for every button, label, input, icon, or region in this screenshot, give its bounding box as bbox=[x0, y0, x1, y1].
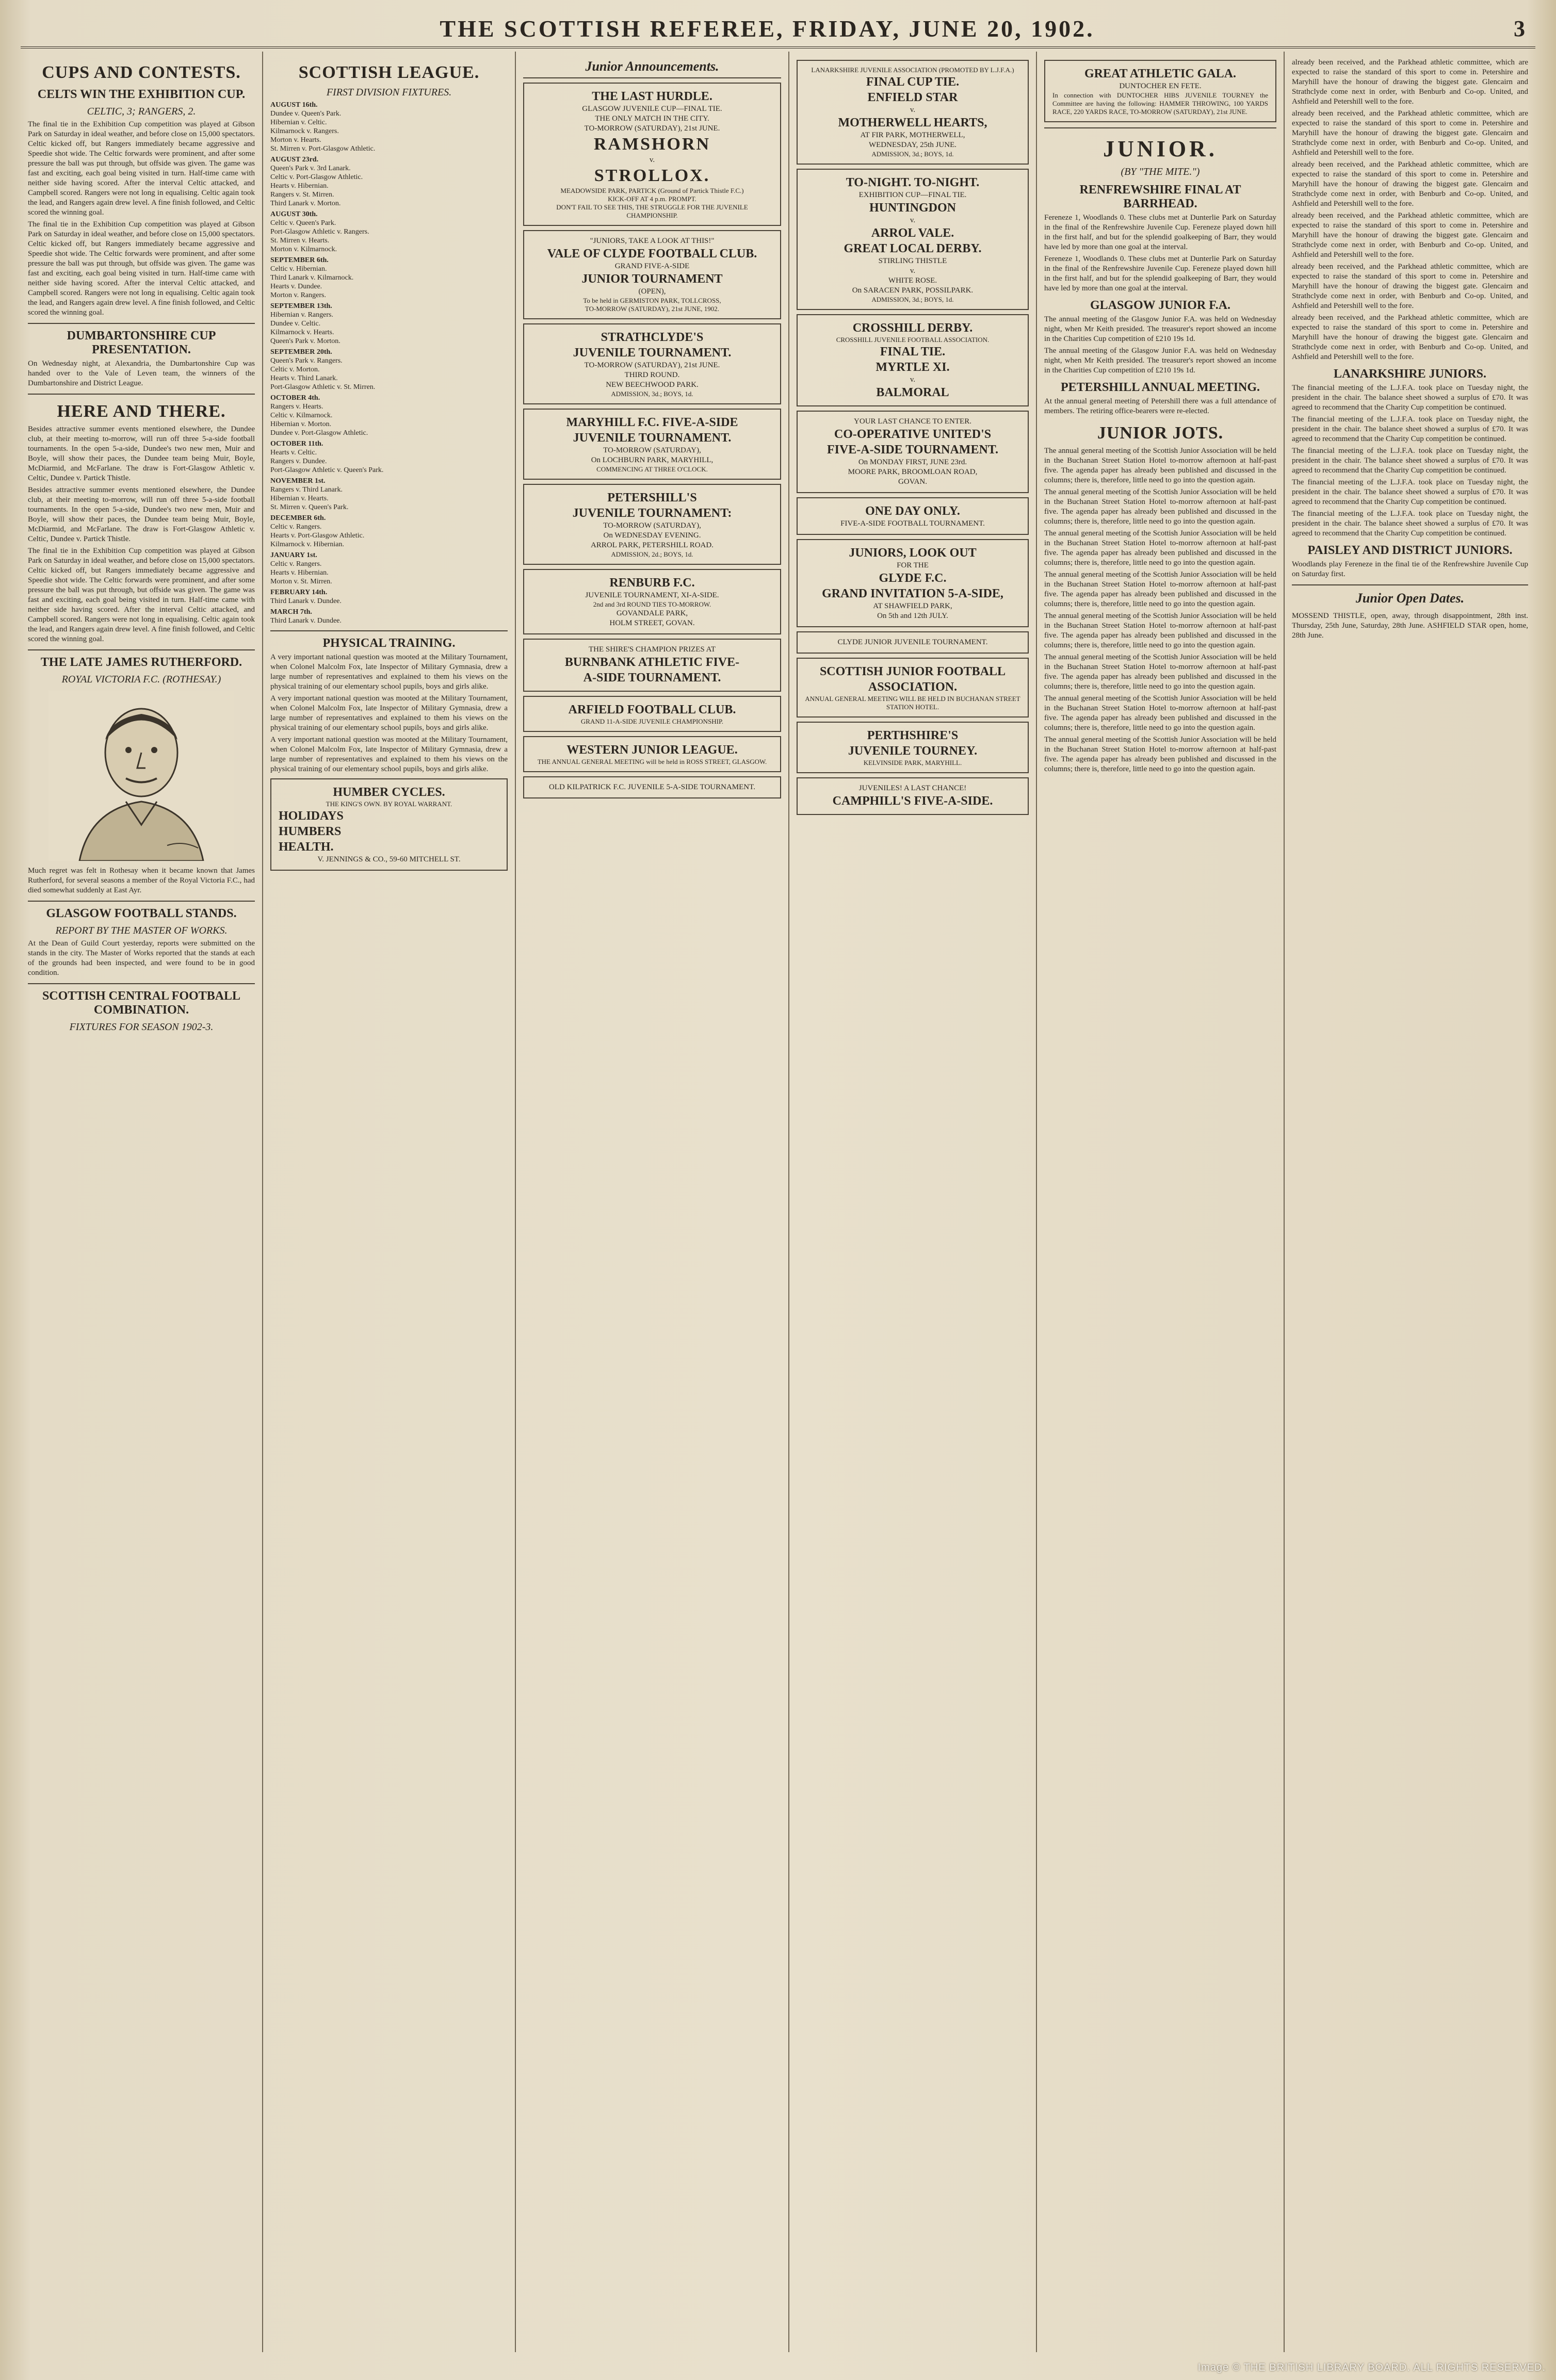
fixture-row: St. Mirren v. Queen's Park. bbox=[270, 503, 349, 511]
ad-line: JUVENILES! A LAST CHANCE! bbox=[858, 784, 967, 792]
fixture-row: Celtic v. Hibernian. bbox=[270, 265, 327, 273]
fixture-date: SEPTEMBER 20th. bbox=[270, 348, 332, 356]
ad-line: v. bbox=[649, 156, 655, 164]
fixture-row: Hearts v. Hibernian. bbox=[270, 182, 329, 190]
divider bbox=[28, 649, 255, 650]
burnbank-advert bbox=[523, 639, 781, 692]
fixture-row: Port-Glasgow Athletic v. St. Mirren. bbox=[270, 383, 376, 391]
ad-line: GRAND 11-A-SIDE JUVENILE CHAMPIONSHIP. bbox=[580, 718, 724, 725]
ad-line: FOR THE bbox=[897, 561, 929, 569]
scottish-junior-fa-advert bbox=[797, 658, 1029, 718]
maryhill-advert bbox=[523, 409, 781, 480]
ad-line: BURNBANK ATHLETIC FIVE- bbox=[564, 656, 740, 669]
humber-line-2: HUMBERS bbox=[279, 825, 342, 838]
divider bbox=[28, 983, 255, 984]
fixture-row: Celtic v. Rangers. bbox=[270, 560, 322, 568]
junior-jots-heading: JUNIOR JOTS. bbox=[1097, 423, 1224, 443]
perthshire-advert bbox=[797, 722, 1029, 773]
fixture-row: Dundee v. Celtic. bbox=[270, 320, 321, 328]
fixture-row: Third Lanark v. Kilmarnock. bbox=[270, 274, 354, 282]
continued-article-4: already been received, and the Parkhead athletic committee, which are expected to raise the standard of this sport to come in. Petershire and Maryhill have the honour of drawing the biggest gate. Glencairn and Strathclyde come next in order, with Benburb and Co-op. United, and Ashfield and Petershill well to the fore. bbox=[1292, 211, 1528, 259]
ad-line: THIRD ROUND. bbox=[624, 371, 680, 379]
ad-team-name: HUNTINGDON bbox=[869, 201, 956, 215]
fixture-date: SEPTEMBER 13th. bbox=[270, 302, 332, 310]
fixture-row: Morton v. St. Mirren. bbox=[270, 578, 332, 585]
fixture-date: AUGUST 16th. bbox=[270, 101, 318, 109]
ad-line: THE LAST HURDLE. bbox=[592, 90, 712, 103]
vale-of-clyde-advert bbox=[523, 230, 781, 319]
fixture-row: Morton v. Rangers. bbox=[270, 291, 326, 299]
junior-announcements-heading: Junior Announcements. bbox=[523, 56, 781, 78]
divider bbox=[28, 394, 255, 395]
ad-line: THE SHIRE'S CHAMPION PRIZES AT bbox=[588, 645, 716, 654]
ad-line: THE ANNUAL GENERAL MEETING will be held in ROSS STREET, GLASGOW. bbox=[537, 758, 767, 765]
rutherford-article: Much regret was felt in Rothesay when it became known that James Rutherford, for several seasons a member of the Royal Victoria F.C., had died somewhat suddenly at East Ayr. bbox=[28, 867, 255, 894]
renfrewshire-headline: RENFREWSHIRE FINAL AT BARRHEAD. bbox=[1079, 183, 1241, 210]
fixture-row: Hearts v. Celtic. bbox=[270, 449, 317, 457]
humber-line-1: HOLIDAYS bbox=[279, 809, 344, 823]
lanarkshire-juniors-article-5: The financial meeting of the L.J.F.A. took place on Tuesday night, the president in the chair. The balance sheet showed a surplus of £70. It was agreed to recommend that the Charity Cup competition be continued. bbox=[1292, 510, 1528, 537]
ramshorn-strollox-advert bbox=[523, 83, 781, 226]
fixture-row: Third Lanark v. Dundee. bbox=[270, 597, 342, 605]
fixture-row: Kilmarnock v. Hibernian. bbox=[270, 541, 344, 548]
ad-line: WESTERN JUNIOR LEAGUE. bbox=[566, 743, 738, 757]
fixture-row: Celtic v. Kilmarnock. bbox=[270, 412, 333, 419]
clyde-junior-advert bbox=[797, 631, 1029, 654]
junior-jots-article-cont: The annual general meeting of the Scottish Junior Association will be held in the Buchanan Street Station Hotel to-morrow afternoon at half-past five. The agenda paper has already been published and discussed in the columns; there is, therefore, little need to go into the question again. bbox=[1044, 488, 1276, 526]
fixture-row: Celtic v. Port-Glasgow Athletic. bbox=[270, 173, 363, 181]
fixture-row: Port-Glasgow Athletic v. Queen's Park. bbox=[270, 466, 384, 474]
ad-line: On MONDAY FIRST, JUNE 23rd. bbox=[858, 458, 967, 466]
divider bbox=[28, 323, 255, 324]
fixture-row: Third Lanark v. Morton. bbox=[270, 200, 341, 207]
ad-line: ONE DAY ONLY. bbox=[865, 504, 960, 518]
league-fixtures-list bbox=[270, 101, 508, 625]
ad-line: ANNUAL GENERAL MEETING WILL BE HELD IN BUCHANAN STREET STATION HOTEL. bbox=[805, 695, 1020, 711]
junior-jots-article-cont7: The annual general meeting of the Scottish Junior Association will be held in the Buchanan Street Station Hotel to-morrow afternoon at half-past five. The agenda paper has already been published and discussed in the columns; there is, therefore, little need to go into the question again. bbox=[1044, 736, 1276, 773]
fixture-date: FEBRUARY 14th. bbox=[270, 589, 328, 596]
fixture-date: MARCH 7th. bbox=[270, 608, 312, 616]
cups-heading: CUPS AND CONTESTS. bbox=[42, 63, 241, 82]
ad-line: ADMISSION, 3d.; BOYS, 1d. bbox=[871, 296, 954, 303]
lanarkshire-juniors-article: The financial meeting of the L.J.F.A. took place on Tuesday night, the president in the chair. The balance sheet showed a surplus of £70. It was agreed to recommend that the Charity Cup competition be continued. bbox=[1292, 384, 1528, 412]
continued-article: already been received, and the Parkhead athletic committee, which are expected to raise the standard of this sport to come in. Petershire and Maryhill have the honour of drawing the biggest gate. Glencairn and Strathclyde come next in order, with Benburb and Co-op. United, and Ashfield and Petershill well to the fore. bbox=[1292, 58, 1528, 106]
old-kilpatrick-advert bbox=[523, 776, 781, 798]
ad-line: TO-MORROW (SATURDAY), 21st JUNE, 1902. bbox=[585, 305, 720, 313]
ad-line: ADMISSION, 3d.; BOYS, 1d. bbox=[871, 150, 954, 158]
junior-open-dates-text: MOSSEND THISTLE, open, away, through disappointment, 28th inst. Thursday, 25th June, Saturday, 28th June. ASHFIELD STAR open, home, 28th June. bbox=[1292, 612, 1528, 640]
ad-line: JUVENILE TOURNAMENT, XI-A-SIDE. bbox=[585, 591, 719, 599]
humber-footer: V. JENNINGS & CO., 59-60 MITCHELL ST. bbox=[317, 855, 461, 863]
divider bbox=[1292, 584, 1528, 585]
rutherford-headline: THE LATE JAMES RUTHERFORD. bbox=[40, 656, 242, 669]
ad-line: TO-NIGHT. TO-NIGHT. bbox=[846, 176, 980, 189]
ad-line: (OPEN), bbox=[638, 287, 666, 296]
junior-open-dates-heading: Junior Open Dates. bbox=[1355, 591, 1465, 606]
gjfa-article-cont: The annual meeting of the Glasgow Junior F.A. was held on Wednesday night, when Mr Keith presided. The treasurer's report showed an income in the Charities Cup competition of £210 19s 1d. bbox=[1044, 347, 1276, 374]
ad-line: COMMENCING AT THREE O'CLOCK. bbox=[596, 465, 708, 473]
ad-line: A-SIDE TOURNAMENT. bbox=[583, 671, 721, 684]
ad-line: AT SHAWFIELD PARK, bbox=[873, 602, 952, 610]
ad-team-name: MYRTLE XI. bbox=[876, 361, 950, 374]
ad-line: GREAT ATHLETIC GALA. bbox=[1084, 67, 1237, 80]
ad-team-name: STROLLOX. bbox=[594, 166, 710, 185]
co-operative-united-advert bbox=[797, 411, 1029, 493]
page-number: 3 bbox=[1514, 15, 1525, 41]
ad-line: ASSOCIATION. bbox=[868, 680, 958, 694]
ad-team-name: WHITE ROSE. bbox=[888, 276, 937, 285]
copyright-watermark: Image © THE BRITISH LIBRARY BOARD. ALL RIGHTS RESERVED. bbox=[1197, 2362, 1546, 2373]
arfield-advert bbox=[523, 696, 781, 732]
one-day-only-advert bbox=[797, 497, 1029, 535]
junior-jots-article-cont5: The annual general meeting of the Scottish Junior Association will be held in the Buchanan Street Station Hotel to-morrow afternoon at half-past five. The agenda paper has already been published and discussed in the columns; there is, therefore, little need to go into the question again. bbox=[1044, 653, 1276, 691]
ad-line: JUVENILE TOURNEY. bbox=[848, 744, 978, 758]
ad-line: GREAT LOCAL DERBY. bbox=[844, 242, 982, 255]
stands-article: At the Dean of Guild Court yesterday, reports were submitted on the stands in the city. The Master of Works reported that the stands at each of the grounds had been inspected, and were found to be in good condition. bbox=[28, 939, 255, 977]
continued-article-2: already been received, and the Parkhead athletic committee, which are expected to raise the standard of this sport to come in. Petershire and Maryhill have the honour of drawing the biggest gate. Glencairn and Strathclyde come next in order, with Benburb and Co-op. United, and Ashfield and Petershill well to the fore. bbox=[1292, 109, 1528, 157]
fixture-row: Celtic v. Rangers. bbox=[270, 523, 322, 531]
continued-article-5: already been received, and the Parkhead athletic committee, which are expected to raise the standard of this sport to come in. Petershire and Maryhill have the honour of drawing the biggest gate. Glencairn and Strathclyde come next in order, with Benburb and Co-op. United, and Ashfield and Petershill well to the fore. bbox=[1292, 263, 1528, 310]
gjfa-article: The annual meeting of the Glasgow Junior F.A. was held on Wednesday night, when Mr Keith presided. The treasurer's report showed an income in the Charities Cup competition of £210 19s 1d. bbox=[1044, 315, 1276, 343]
fixture-date: AUGUST 30th. bbox=[270, 210, 318, 218]
ad-line: FINAL CUP TIE. bbox=[866, 75, 960, 89]
ad-team-name: ARROL VALE. bbox=[871, 226, 954, 240]
strathclyde-advert bbox=[523, 323, 781, 404]
rutherford-portrait-illustration bbox=[48, 691, 234, 861]
fixture-row: Hibernian v. Rangers. bbox=[270, 311, 333, 319]
fixture-date: NOVEMBER 1st. bbox=[270, 477, 326, 485]
ad-line: GLYDE F.C. bbox=[879, 572, 947, 585]
scottish-league-heading: SCOTTISH LEAGUE. bbox=[298, 63, 480, 82]
column-6 bbox=[1285, 52, 1535, 2352]
here-and-there-article-cont2: The final tie in the Exhibition Cup competition was played at Gibson Park on Saturday in ideal weather, and before close on 15,000 spectators. Celtic kicked off, but Rangers immediately became aggressive and Speedie shot wide. The Celtic forwards were prominent, and after some pressure the ball was put through, but offside was given. The game was fast and exciting, each goal being visited in turn. Half-time came with neither side having scored. After the interval Celtic attacked, and Campbell scored. Rangers were not long in equalising. Celtic again took the lead, and Rangers again drew level. A fine finish followed, and Celtic scored the winning goal. bbox=[28, 547, 255, 643]
fixture-date: OCTOBER 11th. bbox=[270, 440, 323, 448]
fixture-row: Hearts v. Hibernian. bbox=[270, 569, 329, 577]
fixture-row: Port-Glasgow Athletic v. Rangers. bbox=[270, 228, 369, 236]
ad-line: SCOTTISH JUNIOR FOOTBALL bbox=[819, 665, 1006, 678]
ad-line: JUNIOR TOURNAMENT bbox=[581, 272, 723, 286]
junior-jots-article-cont6: The annual general meeting of the Scottish Junior Association will be held in the Buchanan Street Station Hotel to-morrow afternoon at half-past five. The agenda paper has already been published and discussed in the columns; there is, therefore, little need to go into the question again. bbox=[1044, 694, 1276, 732]
column-5 bbox=[1037, 52, 1285, 2352]
ad-line: JUVENILE TOURNAMENT. bbox=[573, 346, 732, 360]
fixture-row: Third Lanark v. Dundee. bbox=[270, 617, 342, 625]
ad-line: YOUR LAST CHANCE TO ENTER. bbox=[854, 417, 971, 426]
ad-line: ARROL PARK, PETERSHILL ROAD. bbox=[591, 541, 714, 549]
ad-line: JUVENILE TOURNAMENT. bbox=[573, 431, 732, 445]
ad-line: v. bbox=[910, 216, 916, 224]
ad-team-name: BALMORAL bbox=[876, 386, 949, 399]
western-junior-league-advert bbox=[523, 736, 781, 772]
ad-line: LANARKSHIRE JUVENILE ASSOCIATION (PROMOTED BY L.J.F.A.) bbox=[811, 66, 1014, 74]
fixture-date: JANUARY 1st. bbox=[270, 551, 317, 559]
ad-line: DON'T FAIL TO SEE THIS, THE STRUGGLE FOR THE JUVENILE CHAMPIONSHIP. bbox=[556, 203, 748, 219]
fixture-row: Hearts v. Dundee. bbox=[270, 283, 322, 290]
petershill-meeting-headline: PETERSHILL ANNUAL MEETING. bbox=[1060, 381, 1260, 394]
ad-line: v. bbox=[910, 376, 916, 384]
lanarkshire-juniors-article-2: The financial meeting of the L.J.F.A. took place on Tuesday night, the president in the chair. The balance sheet showed a surplus of £70. It was agreed to recommend that the Charity Cup competition be continued. bbox=[1292, 415, 1528, 443]
junior-jots-article-cont4: The annual general meeting of the Scottish Junior Association will be held in the Buchanan Street Station Hotel to-morrow afternoon at half-past five. The agenda paper has already been published and discussed in the columns; there is, therefore, little need to go into the question again. bbox=[1044, 612, 1276, 649]
renfrewshire-article: Fereneze 1, Woodlands 0. These clubs met at Dunterlie Park on Saturday in the final of the Renfrewshire Juvenile Cup. Fereneze played down hill in the first half, and but for the splendid goalkeeping of Barr, they would have led by more than one goal at the interval. bbox=[1044, 214, 1276, 251]
ad-line: MOORE PARK, BROOMLOAN ROAD, bbox=[848, 468, 978, 476]
junior-jots-article-cont3: The annual general meeting of the Scottish Junior Association will be held in the Buchanan Street Station Hotel to-morrow afternoon at half-past five. The agenda paper has already been published and discussed in the columns; there is, therefore, little need to go into the question again. bbox=[1044, 570, 1276, 608]
divider bbox=[28, 901, 255, 902]
column-3 bbox=[516, 52, 789, 2352]
crosshill-derby-advert bbox=[797, 314, 1029, 406]
to-night-advert bbox=[797, 169, 1029, 310]
column-4 bbox=[789, 52, 1037, 2352]
lanarkshire-juniors-article-4: The financial meeting of the L.J.F.A. took place on Tuesday night, the president in the chair. The balance sheet showed a surplus of £70. It was agreed to recommend that the Charity Cup competition be continued. bbox=[1292, 478, 1528, 506]
fixture-row: Hibernian v. Morton. bbox=[270, 420, 332, 428]
ad-line: CROSSHILL DERBY. bbox=[852, 321, 973, 335]
junior-jots-article: The annual general meeting of the Scottish Junior Association will be held in the Buchanan Street Station Hotel to-morrow afternoon at half-past five. The agenda paper has already been published and discussed in the columns; there is, therefore, little need to go into the question again. bbox=[1044, 447, 1276, 484]
ad-line: TO-MORROW (SATURDAY), bbox=[603, 446, 701, 454]
physical-training-article-cont2: A very important national question was mooted at the Military Tournament, when Colonel Malcolm Fox, late Inspector of Military Gymnasia, drew a large number of representatives and explained to them his views on the physical training of our elementary school pupils, boys and girls alike. bbox=[270, 736, 508, 773]
columns-container bbox=[21, 52, 1535, 2357]
ad-line: GOVANDALE PARK, bbox=[616, 609, 688, 617]
fixture-row: Celtic v. Queen's Park. bbox=[270, 219, 336, 227]
masthead bbox=[21, 10, 1535, 48]
ad-line: On SARACEN PARK, POSSILPARK. bbox=[852, 286, 974, 295]
fixture-row: Hibernian v. Hearts. bbox=[270, 495, 329, 502]
ad-line: 2nd and 3rd ROUND TIES TO-MORROW. bbox=[593, 600, 711, 608]
ad-line: To be held in GERMISTON PARK, TOLLCROSS, bbox=[583, 297, 721, 304]
physical-training-article-cont: A very important national question was mooted at the Military Tournament, when Colonel Malcolm Fox, late Inspector of Military Gymnasia, drew a large number of representatives and explained to them his views on the physical training of our elementary school pupils, boys and girls alike. bbox=[270, 694, 508, 732]
ad-line: KICK-OFF AT 4 p.m. PROMPT. bbox=[608, 195, 696, 203]
ad-line: ARFIELD FOOTBALL CLUB. bbox=[568, 703, 736, 716]
ad-line: AT FIR PARK, MOTHERWELL, bbox=[860, 131, 965, 139]
physical-training-headline: PHYSICAL TRAINING. bbox=[322, 637, 456, 650]
celts-article: The final tie in the Exhibition Cup competition was played at Gibson Park on Saturday in ideal weather, and before close on 15,000 spectators. Celtic kicked off, but Rangers immediately became aggressive and Speedie shot wide. The Celtic forwards were prominent, and after some pressure the ball was put through, but offside was given. The game was fast and exciting, each goal being visited in turn. Half-time came with neither side having scored. After the interval Celtic attacked, and Campbell scored. Rangers were not long in equalising. Celtic again took the lead, and Rangers again drew level. A fine finish followed, and Celtic scored the winning goal. bbox=[28, 120, 255, 217]
petershill-meeting-article: At the annual general meeting of Petershill there was a full attendance of members. The retiring office-bearers were re-elected. bbox=[1044, 397, 1276, 415]
glyde-fc-advert bbox=[797, 539, 1029, 627]
petershill-advert bbox=[523, 484, 781, 565]
column-2 bbox=[263, 52, 516, 2352]
fixture-date: AUGUST 23rd. bbox=[270, 156, 319, 164]
fixture-date: SEPTEMBER 6th. bbox=[270, 256, 329, 264]
renfrewshire-article-cont: Fereneze 1, Woodlands 0. These clubs met at Dunterlie Park on Saturday in the final of the Renfrewshire Juvenile Cup. Fereneze played down hill in the first half, and but for the splendid goalkeeping of Barr, they would have led by more than one goal at the interval. bbox=[1044, 255, 1276, 292]
here-and-there-heading: HERE AND THERE. bbox=[57, 402, 226, 421]
here-and-there-article-cont: Besides attractive summer events mentioned elsewhere, the Dundee club, at their meeting to-morrow, will run off three 5-a-side football tournaments. In the open 5-a-side, Dundee's two new men, Muir and Boyle, will show their paces, the Dundee team being Muir, Boyle, McDiarmid, and McFarlane. The draw is Fort-Glasgow Athletic v. Celtic, Dundee v. Partick Thistle. bbox=[28, 486, 255, 543]
fixture-row: Rangers v. Hearts. bbox=[270, 403, 323, 411]
fixture-date: OCTOBER 4th. bbox=[270, 394, 320, 402]
ad-line: VALE OF CLYDE FOOTBALL CLUB. bbox=[547, 247, 757, 260]
ad-line: GRAND FIVE-A-SIDE bbox=[614, 262, 690, 270]
lanarkshire-juniors-headline: LANARKSHIRE JUNIORS. bbox=[1333, 367, 1487, 381]
ad-line: TO-MORROW (SATURDAY), 21st JUNE. bbox=[584, 124, 720, 133]
ad-line: v. bbox=[910, 267, 916, 275]
humber-subtitle: THE KING'S OWN. BY ROYAL WARRANT. bbox=[326, 800, 452, 808]
physical-training-article: A very important national question was mooted at the Military Tournament, when Colonel Malcolm Fox, late Inspector of Military Gymnasia, drew a large number of representatives and explained to them his views on the physical training of our elementary school pupils, boys and girls alike. bbox=[270, 653, 508, 691]
ad-line: OLD KILPATRICK F.C. JUVENILE 5-A-SIDE TOURNAMENT. bbox=[549, 783, 755, 791]
central-combination-headline: SCOTTISH CENTRAL FOOTBALL COMBINATION. bbox=[42, 989, 241, 1017]
ad-line: In connection with DUNTOCHER HIBS JUVENILE TOURNEY the Committee are having the following: HAMMER THROWING, 100 YARDS RACE, 220 YARDS RACE, TO-MORROW (SATURDAY), 21st JUNE. bbox=[1052, 91, 1268, 116]
continued-article-3: already been received, and the Parkhead athletic committee, which are expected to raise the standard of this sport to come in. Petershire and Maryhill have the honour of drawing the biggest gate. Glencairn and Strathclyde come next in order, with Benburb and Co-op. United, and Ashfield and Petershill well to the fore. bbox=[1292, 160, 1528, 208]
junior-jots-article-cont2: The annual general meeting of the Scottish Junior Association will be held in the Buchanan Street Station Hotel to-morrow afternoon at half-past five. The agenda paper has already been published and discussed in the columns; there is, therefore, little need to go into the question again. bbox=[1044, 529, 1276, 567]
ad-line: On 5th and 12th JULY. bbox=[877, 612, 948, 620]
fixture-row: Hibernian v. Celtic. bbox=[270, 119, 327, 126]
fixture-row: Kilmarnock v. Hearts. bbox=[270, 329, 334, 336]
ad-line: CROSSHILL JUVENILE FOOTBALL ASSOCIATION. bbox=[836, 336, 990, 344]
central-fixtures-subheadline: FIXTURES FOR SEASON 1902-3. bbox=[69, 1021, 214, 1033]
fixture-row: Hearts v. Port-Glasgow Athletic. bbox=[270, 532, 365, 540]
ad-line: STRATHCLYDE'S bbox=[601, 331, 704, 344]
ad-line: TO-MORROW (SATURDAY), 21st JUNE. bbox=[584, 361, 720, 369]
celts-score: CELTIC, 3; RANGERS, 2. bbox=[87, 106, 196, 117]
ad-line: FIVE-A-SIDE FOOTBALL TOURNAMENT. bbox=[840, 519, 985, 528]
ad-line: ADMISSION, 2d.; BOYS, 1d. bbox=[611, 550, 693, 558]
fixture-row: Queen's Park v. 3rd Lanark. bbox=[270, 165, 351, 172]
fixture-row: Dundee v. Port-Glasgow Athletic. bbox=[270, 429, 368, 437]
ad-line: HOLM STREET, GOVAN. bbox=[609, 619, 695, 627]
fixture-row: Morton v. Kilmarnock. bbox=[270, 246, 337, 253]
ad-team-name: STIRLING THISTLE bbox=[878, 257, 947, 265]
stands-headline: GLASGOW FOOTBALL STANDS. bbox=[46, 907, 237, 920]
fixture-row: Queen's Park v. Morton. bbox=[270, 337, 341, 345]
ad-line: GLASGOW JUVENILE CUP—FINAL TIE. bbox=[582, 105, 722, 113]
humber-title: HUMBER CYCLES. bbox=[333, 786, 445, 799]
celts-win-headline: CELTS WIN THE EXHIBITION CUP. bbox=[37, 88, 246, 101]
ad-line: ADMISSION, 3d.; BOYS, 1d. bbox=[611, 390, 693, 398]
ad-team-name: MOTHERWELL HEARTS, bbox=[838, 116, 987, 129]
continued-article-6: already been received, and the Parkhead athletic committee, which are expected to raise the standard of this sport to come in. Petershire and Maryhill have the honour of drawing the biggest gate. Glencairn and Strathclyde come next in order, with Benburb and Co-op. United, and Ashfield and Petershill well to the fore. bbox=[1292, 314, 1528, 361]
fixture-row: Kilmarnock v. Rangers. bbox=[270, 127, 339, 135]
paisley-juniors-headline: PAISLEY AND DISTRICT JUNIORS. bbox=[1307, 544, 1513, 557]
ad-line: DUNTOCHER EN FETE. bbox=[1119, 82, 1202, 90]
ad-team-name: ENFIELD STAR bbox=[867, 91, 958, 104]
dumbarton-article: On Wednesday night, at Alexandria, the Dumbartonshire Cup was handed over to the Vale of Leven team, the winners of the Dumbartonshire and District League. bbox=[28, 360, 255, 387]
junior-heading: JUNIOR. bbox=[1103, 136, 1218, 161]
ad-line: PETERSHILL'S bbox=[607, 491, 697, 504]
ad-line: RENBURB F.C. bbox=[609, 576, 695, 590]
fixture-row: St. Mirren v. Port-Glasgow Athletic. bbox=[270, 145, 376, 153]
here-and-there-article: Besides attractive summer events mentioned elsewhere, the Dundee club, at their meeting to-morrow, will run off three 5-a-side football tournaments. In the open 5-a-side, Dundee's two new men, Muir and Boyle, will show their paces, the Dundee team being Muir, Boyle, McDiarmid, and McFarlane. The draw is Fort-Glasgow Athletic v. Celtic, Dundee v. Partick Thistle. bbox=[28, 425, 255, 482]
ad-team-name: RAMSHORN bbox=[593, 135, 711, 154]
first-division-subheading: FIRST DIVISION FIXTURES. bbox=[326, 87, 452, 98]
ad-line: FINAL TIE. bbox=[880, 345, 946, 358]
ad-line: EXHIBITION CUP—FINAL TIE. bbox=[858, 191, 967, 199]
ad-line: NEW BEECHWOOD PARK. bbox=[606, 381, 699, 389]
ad-line: MARYHILL F.C. FIVE-A-SIDE bbox=[566, 416, 738, 429]
ad-line: GRAND INVITATION 5-A-SIDE, bbox=[822, 587, 1003, 600]
ad-line: CLYDE JUNIOR JUVENILE TOURNAMENT. bbox=[837, 638, 988, 646]
stands-subheadline: REPORT BY THE MASTER OF WORKS. bbox=[55, 925, 228, 936]
fixture-row: Rangers v. Dundee. bbox=[270, 458, 327, 465]
fixture-row: Hearts v. Third Lanark. bbox=[270, 374, 338, 382]
fixture-date: DECEMBER 6th. bbox=[270, 514, 326, 522]
rutherford-subheadline: ROYAL VICTORIA F.C. (ROTHESAY.) bbox=[61, 674, 221, 685]
athletic-gala-advert bbox=[1044, 60, 1276, 122]
humber-cycles-advert bbox=[270, 778, 508, 871]
fixture-row: Queen's Park v. Rangers. bbox=[270, 357, 343, 365]
divider bbox=[1044, 127, 1276, 128]
dumbarton-headline: DUMBARTONSHIRE CUP PRESENTATION. bbox=[67, 329, 216, 356]
ad-line: TO-MORROW (SATURDAY), bbox=[603, 521, 701, 530]
fixture-row: St. Mirren v. Hearts. bbox=[270, 237, 330, 244]
camphill-advert bbox=[797, 777, 1029, 815]
ad-line: "JUNIORS, TAKE A LOOK AT THIS!" bbox=[590, 237, 715, 245]
newspaper-title: THE SCOTTISH REFEREE, FRIDAY, JUNE 20, 1902. bbox=[440, 15, 1095, 42]
ad-line: FIVE-A-SIDE TOURNAMENT. bbox=[826, 443, 999, 457]
ad-line: JUVENILE TOURNAMENT: bbox=[572, 507, 732, 520]
ad-line: v. bbox=[910, 106, 916, 114]
fixture-row: Dundee v. Queen's Park. bbox=[270, 110, 342, 118]
ad-line: THE ONLY MATCH IN THE CITY. bbox=[595, 115, 709, 123]
gjfa-headline: GLASGOW JUNIOR F.A. bbox=[1090, 299, 1231, 312]
celts-article-cont: The final tie in the Exhibition Cup competition was played at Gibson Park on Saturday in ideal weather, and before close on 15,000 spectators. Celtic kicked off, but Rangers immediately became aggressive and Speedie shot wide. The Celtic forwards were prominent, and after some pressure the ball was put through, but offside was given. The game was fast and exciting, each goal being visited in turn. Half-time came with neither side having scored. After the interval Celtic attacked, and Campbell scored. Rangers were not long in equalising. Celtic again took the lead, and Rangers again drew level. A fine finish followed, and Celtic scored the winning goal. bbox=[28, 220, 255, 317]
fixture-row: Celtic v. Morton. bbox=[270, 366, 320, 373]
ad-line: JUNIORS, LOOK OUT bbox=[849, 546, 977, 560]
renburb-advert bbox=[523, 569, 781, 634]
lanarkshire-final-advert bbox=[797, 60, 1029, 165]
ad-line: WEDNESDAY, 25th JUNE. bbox=[868, 141, 957, 149]
junior-byline: (BY "THE MITE.") bbox=[1121, 166, 1200, 177]
paisley-juniors-article: Woodlands play Fereneze in the final tie of the Renfrewshire Juvenile Cup on Saturday first. bbox=[1292, 560, 1528, 578]
ad-line: KELVINSIDE PARK, MARYHILL. bbox=[863, 759, 962, 767]
fixture-row: Rangers v. Third Lanark. bbox=[270, 486, 343, 494]
ad-line: CO-OPERATIVE UNITED'S bbox=[834, 428, 992, 441]
lanarkshire-juniors-article-3: The financial meeting of the L.J.F.A. took place on Tuesday night, the president in the chair. The balance sheet showed a surplus of £70. It was agreed to recommend that the Charity Cup competition be continued. bbox=[1292, 447, 1528, 475]
divider bbox=[270, 630, 508, 631]
column-1 bbox=[21, 52, 263, 2352]
fixture-row: Rangers v. St. Mirren. bbox=[270, 191, 334, 199]
ad-line: CAMPHILL'S FIVE-A-SIDE. bbox=[832, 794, 993, 808]
ad-line: On LOCHBURN PARK, MARYHILL, bbox=[591, 456, 714, 464]
ad-line: MEADOWSIDE PARK, PARTICK (Ground of Partick Thistle F.C.) bbox=[560, 187, 744, 194]
ad-line: On WEDNESDAY EVENING. bbox=[603, 531, 701, 540]
humber-line-3: HEALTH. bbox=[279, 840, 334, 854]
fixture-row: Morton v. Hearts. bbox=[270, 136, 321, 144]
ad-line: PERTHSHIRE'S bbox=[867, 729, 959, 742]
ad-line: GOVAN. bbox=[898, 478, 927, 486]
